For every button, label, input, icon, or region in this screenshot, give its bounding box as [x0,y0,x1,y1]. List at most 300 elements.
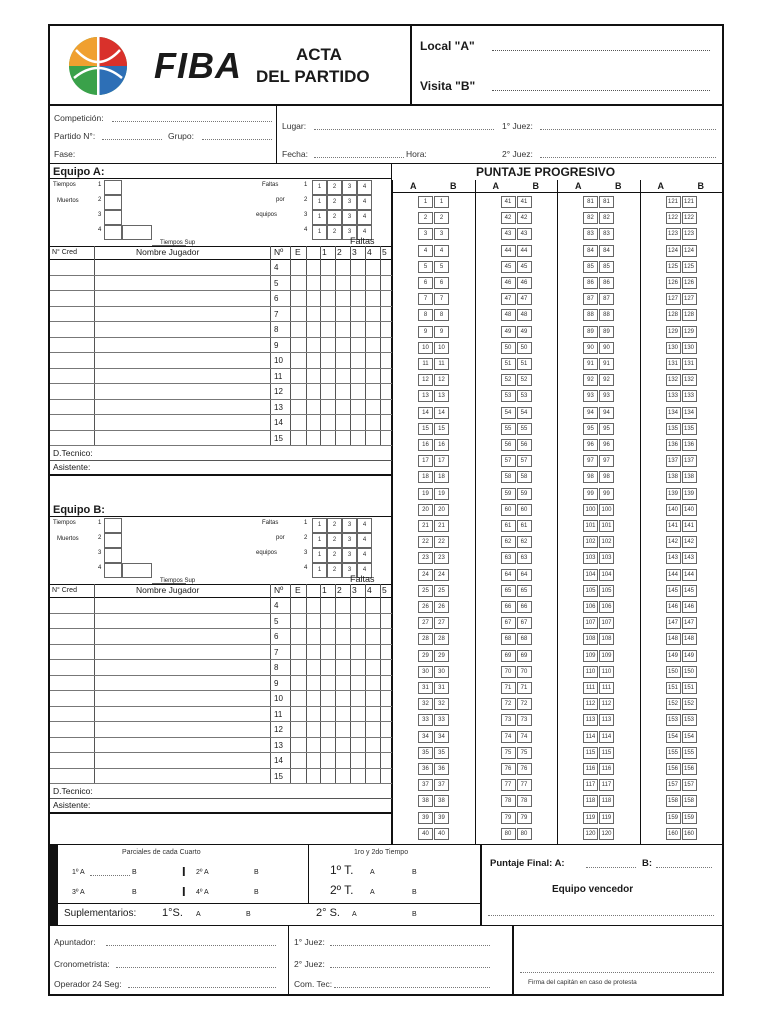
score-cell-a[interactable]: 115 [583,747,598,759]
player-row[interactable] [50,431,392,447]
final-a-field[interactable] [586,867,636,868]
player-row[interactable] [50,291,392,307]
score-cell-b[interactable]: 19 [434,488,449,500]
score-cell-a[interactable]: 98 [583,471,598,483]
score-cell-a[interactable]: 63 [501,552,516,564]
score-cell-a[interactable]: 34 [418,731,433,743]
score-cell-b[interactable]: 6 [434,277,449,289]
score-cell-a[interactable]: 97 [583,455,598,467]
score-cell-b[interactable]: 58 [517,471,532,483]
timeout-sup-box[interactable] [122,225,152,240]
score-cell-a[interactable]: 134 [666,407,681,419]
score-cell-b[interactable]: 56 [517,439,532,451]
juez1-field[interactable] [540,129,716,130]
score-cell-a[interactable]: 120 [583,828,598,840]
score-cell-b[interactable]: 143 [682,552,697,564]
score-cell-a[interactable]: 125 [666,261,681,273]
score-cell-a[interactable]: 132 [666,374,681,386]
score-cell-b[interactable]: 35 [434,747,449,759]
score-cell-a[interactable]: 25 [418,585,433,597]
score-cell-b[interactable]: 9 [434,326,449,338]
score-cell-b[interactable]: 136 [682,439,697,451]
score-cell-b[interactable]: 153 [682,714,697,726]
score-cell-a[interactable]: 124 [666,245,681,257]
score-cell-a[interactable]: 6 [418,277,433,289]
timeout-box[interactable] [104,180,122,195]
score-cell-a[interactable]: 93 [583,390,598,402]
score-cell-b[interactable]: 21 [434,520,449,532]
score-cell-a[interactable]: 145 [666,585,681,597]
score-cell-b[interactable]: 102 [599,536,614,548]
team-foul-box[interactable]: 4 [357,563,372,578]
score-cell-b[interactable]: 2 [434,212,449,224]
score-cell-b[interactable]: 109 [599,650,614,662]
score-cell-a[interactable]: 31 [418,682,433,694]
team-foul-box[interactable]: 2 [327,548,342,563]
score-cell-a[interactable]: 45 [501,261,516,273]
score-cell-b[interactable]: 85 [599,261,614,273]
score-cell-b[interactable]: 92 [599,374,614,386]
score-cell-a[interactable]: 104 [583,569,598,581]
score-cell-b[interactable]: 145 [682,585,697,597]
score-cell-a[interactable]: 70 [501,666,516,678]
score-cell-a[interactable]: 66 [501,601,516,613]
score-cell-b[interactable]: 30 [434,666,449,678]
team-foul-box[interactable]: 4 [357,195,372,210]
score-cell-b[interactable]: 130 [682,342,697,354]
team-foul-box[interactable]: 3 [342,518,357,533]
partido-field[interactable] [102,139,162,140]
score-cell-a[interactable]: 19 [418,488,433,500]
score-cell-a[interactable]: 85 [583,261,598,273]
score-cell-b[interactable]: 81 [599,196,614,208]
score-cell-a[interactable]: 158 [666,795,681,807]
score-cell-a[interactable]: 51 [501,358,516,370]
q1-a-field[interactable] [90,875,130,876]
score-cell-a[interactable]: 101 [583,520,598,532]
player-row[interactable] [50,738,392,754]
score-cell-a[interactable]: 75 [501,747,516,759]
score-cell-b[interactable]: 53 [517,390,532,402]
score-cell-a[interactable]: 127 [666,293,681,305]
timeout-box[interactable] [104,518,122,533]
score-cell-a[interactable]: 102 [583,536,598,548]
score-cell-b[interactable]: 23 [434,552,449,564]
score-cell-b[interactable]: 158 [682,795,697,807]
score-cell-a[interactable]: 38 [418,795,433,807]
player-row[interactable] [50,276,392,292]
score-cell-a[interactable]: 110 [583,666,598,678]
score-cell-b[interactable]: 75 [517,747,532,759]
score-cell-b[interactable]: 12 [434,374,449,386]
player-row[interactable] [50,338,392,354]
score-cell-b[interactable]: 141 [682,520,697,532]
score-cell-a[interactable]: 71 [501,682,516,694]
score-cell-b[interactable]: 71 [517,682,532,694]
score-cell-a[interactable]: 61 [501,520,516,532]
score-cell-a[interactable]: 83 [583,228,598,240]
score-cell-b[interactable]: 48 [517,309,532,321]
score-cell-b[interactable]: 152 [682,698,697,710]
player-row[interactable] [50,260,392,276]
score-cell-a[interactable]: 8 [418,309,433,321]
team-foul-box[interactable]: 1 [312,533,327,548]
score-cell-a[interactable]: 133 [666,390,681,402]
score-cell-b[interactable]: 29 [434,650,449,662]
score-cell-a[interactable]: 54 [501,407,516,419]
score-cell-b[interactable]: 64 [517,569,532,581]
score-cell-a[interactable]: 90 [583,342,598,354]
score-cell-b[interactable]: 101 [599,520,614,532]
score-cell-b[interactable]: 95 [599,423,614,435]
score-cell-a[interactable]: 129 [666,326,681,338]
score-cell-a[interactable]: 140 [666,504,681,516]
player-row[interactable] [50,769,392,785]
player-row[interactable] [50,753,392,769]
score-cell-a[interactable]: 152 [666,698,681,710]
score-cell-a[interactable]: 42 [501,212,516,224]
score-cell-a[interactable]: 12 [418,374,433,386]
score-cell-a[interactable]: 78 [501,795,516,807]
score-cell-a[interactable]: 52 [501,374,516,386]
score-cell-b[interactable]: 7 [434,293,449,305]
score-cell-b[interactable]: 69 [517,650,532,662]
score-cell-b[interactable]: 105 [599,585,614,597]
score-cell-b[interactable]: 16 [434,439,449,451]
score-cell-a[interactable]: 39 [418,812,433,824]
score-cell-b[interactable]: 138 [682,471,697,483]
team-foul-box[interactable]: 2 [327,210,342,225]
timeout-box[interactable] [104,195,122,210]
score-cell-b[interactable]: 111 [599,682,614,694]
competicion-field[interactable] [112,121,272,122]
score-cell-b[interactable]: 159 [682,812,697,824]
score-cell-a[interactable]: 36 [418,763,433,775]
score-cell-b[interactable]: 151 [682,682,697,694]
timeout-box[interactable] [104,210,122,225]
score-cell-a[interactable]: 27 [418,617,433,629]
score-cell-b[interactable]: 86 [599,277,614,289]
score-cell-b[interactable]: 135 [682,423,697,435]
score-cell-a[interactable]: 4 [418,245,433,257]
score-cell-b[interactable]: 137 [682,455,697,467]
score-cell-b[interactable]: 144 [682,569,697,581]
score-cell-a[interactable]: 41 [501,196,516,208]
final-b-field[interactable] [656,867,712,868]
score-cell-b[interactable]: 90 [599,342,614,354]
score-cell-b[interactable]: 147 [682,617,697,629]
score-cell-a[interactable]: 95 [583,423,598,435]
score-cell-b[interactable]: 96 [599,439,614,451]
lugar-field[interactable] [314,129,494,130]
team-foul-box[interactable]: 1 [312,195,327,210]
footer-juez1-field[interactable] [330,945,490,946]
score-cell-a[interactable]: 117 [583,779,598,791]
score-cell-b[interactable]: 1 [434,196,449,208]
score-cell-a[interactable]: 148 [666,633,681,645]
score-cell-a[interactable]: 50 [501,342,516,354]
team-foul-box[interactable]: 4 [357,518,372,533]
score-cell-a[interactable]: 142 [666,536,681,548]
score-cell-a[interactable]: 35 [418,747,433,759]
footer-juez2-field[interactable] [330,967,490,968]
score-cell-b[interactable]: 28 [434,633,449,645]
score-cell-a[interactable]: 147 [666,617,681,629]
score-cell-a[interactable]: 111 [583,682,598,694]
score-cell-b[interactable]: 49 [517,326,532,338]
score-cell-a[interactable]: 59 [501,488,516,500]
score-cell-a[interactable]: 108 [583,633,598,645]
score-cell-a[interactable]: 72 [501,698,516,710]
player-row[interactable] [50,676,392,692]
timeout-box[interactable] [104,533,122,548]
team-foul-box[interactable]: 4 [357,210,372,225]
score-cell-b[interactable]: 114 [599,731,614,743]
score-cell-a[interactable]: 113 [583,714,598,726]
score-cell-a[interactable]: 9 [418,326,433,338]
score-cell-b[interactable]: 54 [517,407,532,419]
score-cell-b[interactable]: 22 [434,536,449,548]
grupo-field[interactable] [202,139,272,140]
team-foul-box[interactable]: 3 [342,180,357,195]
score-cell-b[interactable]: 89 [599,326,614,338]
team-foul-box[interactable]: 2 [327,533,342,548]
score-cell-b[interactable]: 36 [434,763,449,775]
team-foul-box[interactable]: 2 [327,225,342,240]
score-cell-a[interactable]: 49 [501,326,516,338]
score-cell-a[interactable]: 23 [418,552,433,564]
score-cell-a[interactable]: 30 [418,666,433,678]
team-foul-box[interactable]: 4 [357,180,372,195]
score-cell-b[interactable]: 108 [599,633,614,645]
score-cell-b[interactable]: 131 [682,358,697,370]
player-row[interactable] [50,353,392,369]
player-row[interactable] [50,384,392,400]
score-cell-a[interactable]: 28 [418,633,433,645]
score-cell-b[interactable]: 52 [517,374,532,386]
score-cell-b[interactable]: 150 [682,666,697,678]
score-cell-b[interactable]: 154 [682,731,697,743]
team-foul-box[interactable]: 2 [327,180,342,195]
score-cell-b[interactable]: 142 [682,536,697,548]
score-cell-a[interactable]: 130 [666,342,681,354]
score-cell-a[interactable]: 106 [583,601,598,613]
score-cell-b[interactable]: 61 [517,520,532,532]
score-cell-b[interactable]: 123 [682,228,697,240]
team-foul-box[interactable]: 2 [327,563,342,578]
player-row[interactable] [50,400,392,416]
score-cell-b[interactable]: 119 [599,812,614,824]
player-row[interactable] [50,322,392,338]
team-foul-box[interactable]: 3 [342,195,357,210]
score-cell-b[interactable]: 106 [599,601,614,613]
score-cell-b[interactable]: 11 [434,358,449,370]
score-cell-b[interactable]: 126 [682,277,697,289]
score-cell-a[interactable]: 88 [583,309,598,321]
player-row[interactable] [50,598,392,614]
timeout-box[interactable] [104,548,122,563]
team-foul-box[interactable]: 1 [312,225,327,240]
score-cell-b[interactable]: 18 [434,471,449,483]
apuntador-field[interactable] [106,945,276,946]
player-row[interactable] [50,660,392,676]
score-cell-a[interactable]: 100 [583,504,598,516]
team-foul-box[interactable]: 3 [342,210,357,225]
score-cell-b[interactable]: 41 [517,196,532,208]
score-cell-a[interactable]: 62 [501,536,516,548]
player-row[interactable] [50,645,392,661]
score-cell-a[interactable]: 146 [666,601,681,613]
score-cell-a[interactable]: 5 [418,261,433,273]
score-cell-a[interactable]: 123 [666,228,681,240]
score-cell-a[interactable]: 116 [583,763,598,775]
team-foul-box[interactable]: 3 [342,225,357,240]
score-cell-b[interactable]: 67 [517,617,532,629]
score-cell-b[interactable]: 87 [599,293,614,305]
score-cell-a[interactable]: 69 [501,650,516,662]
cronometrista-field[interactable] [116,967,276,968]
score-cell-a[interactable]: 103 [583,552,598,564]
score-cell-b[interactable]: 59 [517,488,532,500]
score-cell-b[interactable]: 55 [517,423,532,435]
player-row[interactable] [50,707,392,723]
score-cell-a[interactable]: 17 [418,455,433,467]
score-cell-a[interactable]: 56 [501,439,516,451]
comtec-field[interactable] [334,987,490,988]
score-cell-a[interactable]: 87 [583,293,598,305]
score-cell-a[interactable]: 29 [418,650,433,662]
score-cell-a[interactable]: 94 [583,407,598,419]
score-cell-b[interactable]: 62 [517,536,532,548]
score-cell-a[interactable]: 15 [418,423,433,435]
score-cell-b[interactable]: 34 [434,731,449,743]
score-cell-b[interactable]: 3 [434,228,449,240]
score-cell-b[interactable]: 82 [599,212,614,224]
score-cell-b[interactable]: 51 [517,358,532,370]
score-cell-a[interactable]: 20 [418,504,433,516]
score-cell-b[interactable]: 124 [682,245,697,257]
score-cell-a[interactable]: 119 [583,812,598,824]
score-cell-a[interactable]: 60 [501,504,516,516]
score-cell-b[interactable]: 139 [682,488,697,500]
score-cell-b[interactable]: 129 [682,326,697,338]
score-cell-b[interactable]: 63 [517,552,532,564]
score-cell-b[interactable]: 43 [517,228,532,240]
score-cell-b[interactable]: 133 [682,390,697,402]
score-cell-b[interactable]: 17 [434,455,449,467]
team-foul-box[interactable]: 1 [312,210,327,225]
score-cell-a[interactable]: 99 [583,488,598,500]
player-row[interactable] [50,415,392,431]
score-cell-a[interactable]: 144 [666,569,681,581]
score-cell-b[interactable]: 104 [599,569,614,581]
score-cell-a[interactable]: 58 [501,471,516,483]
score-cell-b[interactable]: 110 [599,666,614,678]
score-cell-b[interactable]: 65 [517,585,532,597]
score-cell-a[interactable]: 67 [501,617,516,629]
vencedor-field[interactable] [488,915,714,916]
score-cell-b[interactable]: 156 [682,763,697,775]
score-cell-a[interactable]: 77 [501,779,516,791]
score-cell-a[interactable]: 153 [666,714,681,726]
score-cell-a[interactable]: 57 [501,455,516,467]
score-cell-a[interactable]: 143 [666,552,681,564]
score-cell-a[interactable]: 82 [583,212,598,224]
team-foul-box[interactable]: 4 [357,548,372,563]
score-cell-a[interactable]: 18 [418,471,433,483]
score-cell-a[interactable]: 68 [501,633,516,645]
score-cell-b[interactable]: 4 [434,245,449,257]
captain-signature-field[interactable] [520,972,714,973]
score-cell-b[interactable]: 117 [599,779,614,791]
score-cell-b[interactable]: 72 [517,698,532,710]
score-cell-b[interactable]: 26 [434,601,449,613]
score-cell-b[interactable]: 134 [682,407,697,419]
score-cell-b[interactable]: 88 [599,309,614,321]
score-cell-b[interactable]: 8 [434,309,449,321]
score-cell-b[interactable]: 120 [599,828,614,840]
score-cell-a[interactable]: 109 [583,650,598,662]
score-cell-a[interactable]: 74 [501,731,516,743]
player-row[interactable] [50,614,392,630]
score-cell-a[interactable]: 21 [418,520,433,532]
score-cell-b[interactable]: 45 [517,261,532,273]
score-cell-b[interactable]: 97 [599,455,614,467]
team-foul-box[interactable]: 4 [357,225,372,240]
score-cell-b[interactable]: 83 [599,228,614,240]
score-cell-b[interactable]: 68 [517,633,532,645]
score-cell-b[interactable]: 32 [434,698,449,710]
score-cell-a[interactable]: 80 [501,828,516,840]
score-cell-b[interactable]: 94 [599,407,614,419]
team-foul-box[interactable]: 4 [357,533,372,548]
score-cell-b[interactable]: 155 [682,747,697,759]
score-cell-b[interactable]: 93 [599,390,614,402]
score-cell-b[interactable]: 66 [517,601,532,613]
team-foul-box[interactable]: 2 [327,195,342,210]
score-cell-b[interactable]: 40 [434,828,449,840]
score-cell-b[interactable]: 116 [599,763,614,775]
score-cell-a[interactable]: 135 [666,423,681,435]
score-cell-a[interactable]: 160 [666,828,681,840]
team-foul-box[interactable]: 1 [312,548,327,563]
score-cell-a[interactable]: 48 [501,309,516,321]
score-cell-b[interactable]: 78 [517,795,532,807]
score-cell-b[interactable]: 77 [517,779,532,791]
fecha-field[interactable] [314,157,404,158]
score-cell-b[interactable]: 103 [599,552,614,564]
score-cell-a[interactable]: 43 [501,228,516,240]
score-cell-b[interactable]: 20 [434,504,449,516]
score-cell-b[interactable]: 160 [682,828,697,840]
score-cell-a[interactable]: 47 [501,293,516,305]
score-cell-b[interactable]: 31 [434,682,449,694]
score-cell-a[interactable]: 141 [666,520,681,532]
score-cell-a[interactable]: 73 [501,714,516,726]
score-cell-b[interactable]: 122 [682,212,697,224]
team-foul-box[interactable]: 2 [327,518,342,533]
score-cell-b[interactable]: 100 [599,504,614,516]
score-cell-a[interactable]: 156 [666,763,681,775]
score-cell-a[interactable]: 128 [666,309,681,321]
score-cell-b[interactable]: 146 [682,601,697,613]
score-cell-b[interactable]: 132 [682,374,697,386]
score-cell-a[interactable]: 64 [501,569,516,581]
team-foul-box[interactable]: 1 [312,518,327,533]
local-field[interactable] [492,50,710,51]
player-row[interactable] [50,691,392,707]
score-cell-a[interactable]: 131 [666,358,681,370]
